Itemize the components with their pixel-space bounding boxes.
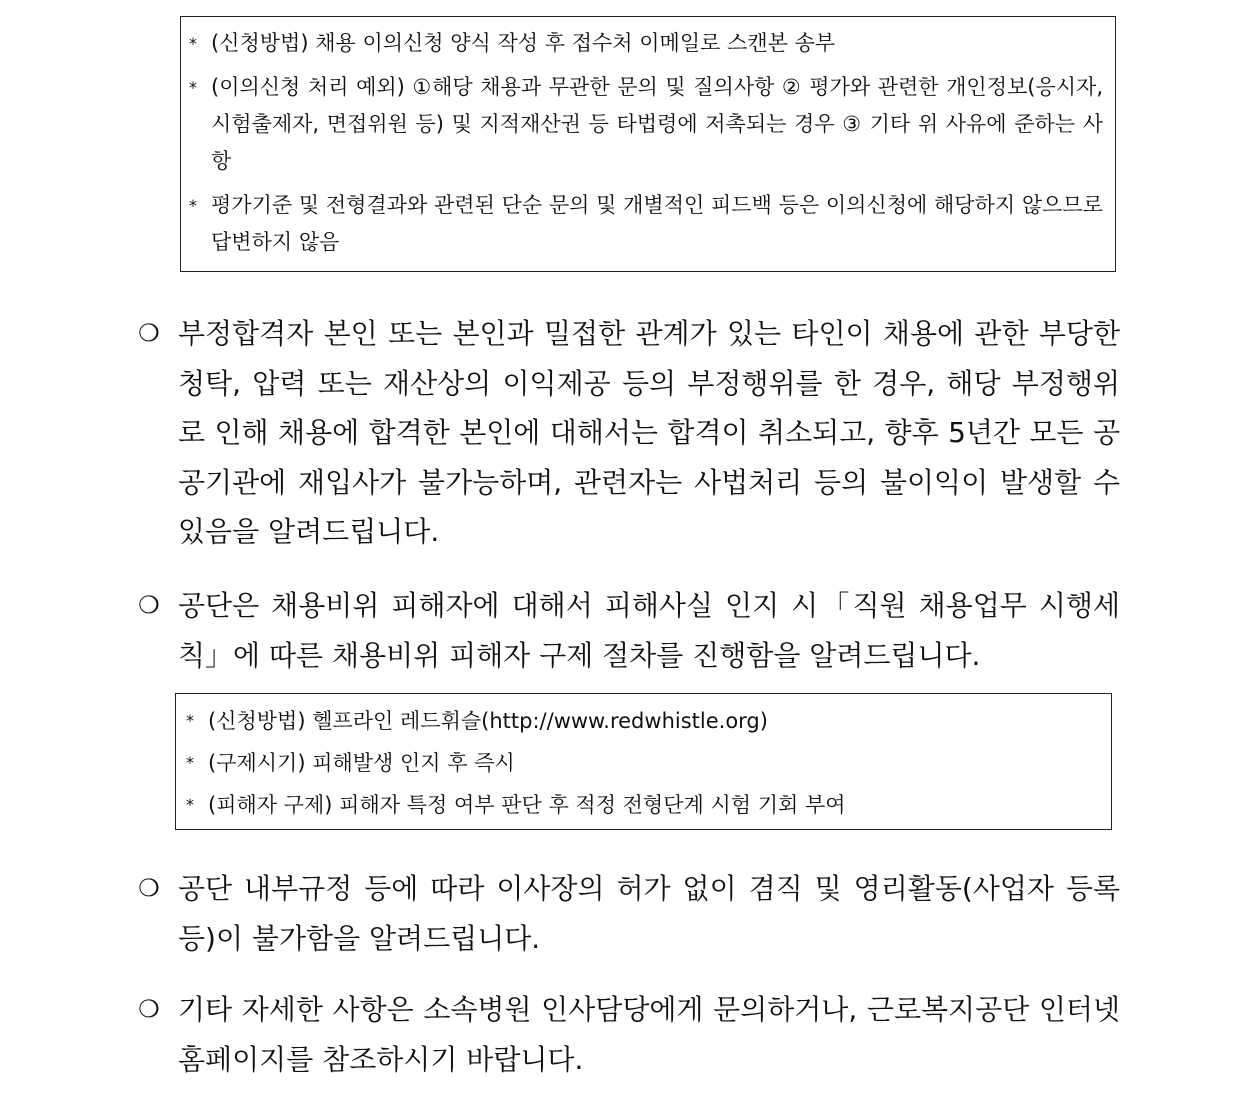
asterisk-marker: * xyxy=(186,753,194,772)
note-text: 평가기준 및 전형결과와 관련된 단순 문의 및 개별적인 피드백 등은 이의신청에 해당하지 않으므로 답변하지 않음 xyxy=(211,193,1103,254)
paragraph-side-job xyxy=(134,864,1120,963)
note-text: (신청방법) 헬프라인 레드휘슬(http://www.redwhistle.org) xyxy=(208,709,768,733)
paragraph-victim-relief xyxy=(134,581,1120,680)
circle-bullet-icon: ❍ xyxy=(138,995,160,1023)
note-text: (피해자 구제) 피해자 특정 여부 판단 후 적정 전형단계 시험 기회 부여 xyxy=(208,793,846,817)
circle-bullet-icon: ❍ xyxy=(138,319,160,347)
note-objection-method xyxy=(189,25,1103,62)
paragraph-text: 기타 자세한 사항은 소속병원 인사담당에게 문의하거나, 근로복지공단 인터넷 홈페이지를 참조하시기 바랍니다. xyxy=(178,993,1120,1076)
objection-notes-box xyxy=(180,16,1116,272)
paragraph-text: 공단 내부규정 등에 따라 이사장의 허가 없이 겸직 및 영리활동(사업자 등록 등)이 불가함을 알려드립니다. xyxy=(178,872,1120,955)
note-objection-exceptions xyxy=(189,69,1103,180)
asterisk-marker: * xyxy=(189,34,197,53)
note-relief-method xyxy=(186,700,1099,742)
note-text: (이의신청 처리 예외) ①해당 채용과 무관한 문의 및 질의사항 ② 평가와 관련한 개인정보(응시자, 시험출제자, 면접위원 등) 및 지적재산권 등 타법령에 저촉되는 경우 ③ 기타 위 사유에 준하는 사항 xyxy=(211,75,1103,173)
note-text: (구제시기) 피해발생 인지 후 즉시 xyxy=(208,751,515,775)
note-relief-timing xyxy=(186,742,1099,784)
circle-bullet-icon: ❍ xyxy=(138,874,160,902)
relief-notes-box xyxy=(175,693,1112,830)
paragraph-text: 부정합격자 본인 또는 본인과 밀접한 관계가 있는 타인이 채용에 관한 부당한 청탁, 압력 또는 재산상의 이익제공 등의 부정행위를 한 경우, 해당 부정행위로 인해 채용에 합격한 본인에 대해서는 합격이 취소되고, 향후 5년간 모든 공공기관에 재입사가 불가능하며, 관련자는 사법처리 등의 불이익이 발생할 수 있음을 알려드립니다. xyxy=(178,317,1120,548)
asterisk-marker: * xyxy=(186,795,194,814)
asterisk-marker: * xyxy=(189,78,197,97)
asterisk-marker: * xyxy=(189,196,197,215)
paragraph-text: 공단은 채용비위 피해자에 대해서 피해사실 인지 시「직원 채용업무 시행세칙」에 따른 채용비위 피해자 구제 절차를 진행함을 알려드립니다. xyxy=(178,589,1120,672)
note-victim-relief xyxy=(186,784,1099,826)
paragraph-fraudulent-hire xyxy=(134,309,1120,557)
note-no-feedback xyxy=(189,187,1103,261)
circle-bullet-icon: ❍ xyxy=(138,591,160,619)
paragraph-contact-info xyxy=(134,985,1120,1084)
asterisk-marker: * xyxy=(186,711,194,730)
note-text: (신청방법) 채용 이의신청 양식 작성 후 접수처 이메일로 스캔본 송부 xyxy=(211,31,836,55)
